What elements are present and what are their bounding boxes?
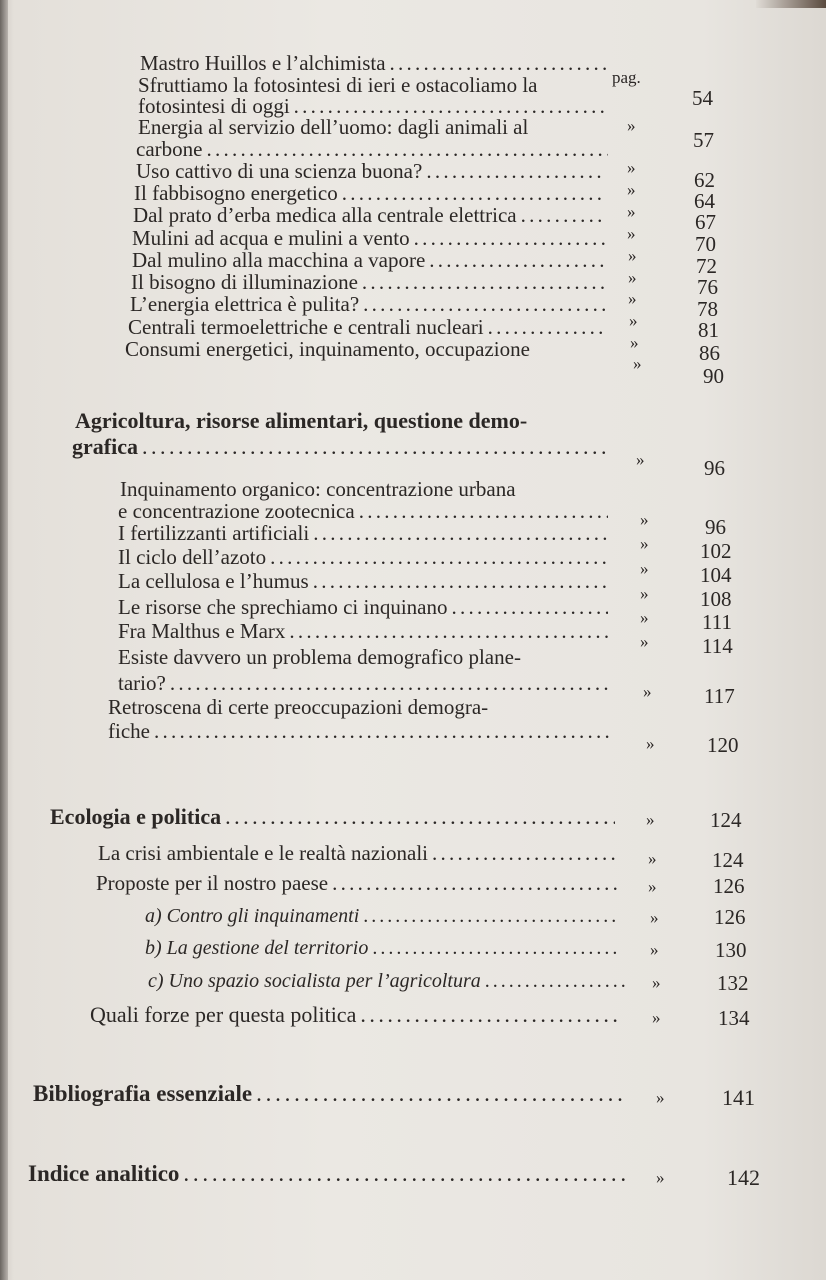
page-number: 124	[712, 848, 744, 872]
ditto-mark: »	[636, 450, 645, 469]
entry-title: Sfruttiamo la fotosintesi di ieri e ostacoliamo la	[138, 73, 538, 97]
entry-title: Il ciclo dell’azoto	[118, 545, 267, 569]
dot-leader	[183, 1163, 626, 1185]
dot-leader	[270, 546, 608, 568]
toc-entry	[132, 249, 606, 271]
page-number: 64	[694, 189, 715, 213]
page-number: 96	[704, 456, 725, 480]
dot-leader	[313, 522, 608, 544]
entry-title: Esiste davvero un problema demografico plane-	[118, 645, 521, 669]
page-number: 76	[697, 275, 718, 299]
entry-title: Inquinamento organico: concentrazione urbana	[120, 477, 516, 501]
entry-title: c) Uno spazio socialista per l’agricoltura	[148, 970, 481, 992]
entry-title: Il bisogno di illuminazione	[131, 270, 358, 294]
entry-title: Le risorse che sprechiamo ci inquinano	[118, 595, 448, 619]
toc-subentry	[148, 970, 628, 992]
dot-leader	[362, 271, 606, 293]
page-number: 114	[702, 634, 733, 658]
dot-leader	[451, 596, 608, 618]
ditto-mark: »	[627, 116, 636, 135]
ditto-mark: »	[646, 734, 655, 753]
entry-title: Fra Malthus e Marx	[118, 619, 286, 643]
dot-leader	[332, 872, 618, 894]
page-corner	[756, 0, 826, 8]
page-number: 90	[703, 364, 724, 388]
dot-leader	[488, 316, 606, 338]
toc-entry	[98, 842, 618, 864]
page-number: 54	[692, 86, 713, 110]
page-number: 70	[695, 232, 716, 256]
ditto-mark: »	[656, 1168, 665, 1187]
page-number: 62	[694, 168, 715, 192]
page-number: 104	[700, 563, 732, 587]
toc-entry	[130, 293, 606, 315]
ditto-mark: »	[628, 289, 637, 308]
dot-leader	[342, 182, 606, 204]
ditto-mark: »	[650, 940, 659, 959]
dot-leader	[170, 672, 610, 694]
ditto-mark: »	[646, 810, 655, 829]
section-heading	[50, 806, 615, 828]
dot-leader	[256, 1083, 623, 1105]
toc-entry	[125, 338, 530, 360]
ditto-mark: »	[640, 584, 649, 603]
entry-title: La cellulosa e l’humus	[118, 569, 309, 593]
dot-leader	[142, 436, 607, 458]
toc-entry	[118, 546, 608, 568]
toc-entry-cont	[136, 138, 608, 160]
entry-title: La crisi ambientale e le realtà nazionali	[98, 841, 428, 865]
bibliography-entry	[33, 1083, 623, 1105]
ditto-mark: »	[628, 246, 637, 265]
page-edge	[0, 0, 8, 1280]
ditto-mark: »	[648, 849, 657, 868]
entry-title: fiche	[108, 719, 150, 743]
page-number: 86	[699, 341, 720, 365]
page-number: 142	[727, 1165, 760, 1190]
toc-entry	[136, 160, 606, 182]
entry-title: I fertilizzanti artificiali	[118, 521, 310, 545]
ditto-mark: »	[640, 534, 649, 553]
entry-title: fotosintesi di oggi	[138, 94, 290, 118]
toc-entry	[118, 620, 608, 642]
ditto-mark: »	[643, 682, 652, 701]
page-number: 108	[700, 587, 732, 611]
ditto-mark: »	[627, 180, 636, 199]
page-number: 111	[702, 610, 732, 634]
ditto-mark: »	[633, 354, 642, 373]
page-number: 134	[718, 1006, 750, 1030]
section-title: Bibliografia essenziale	[33, 1081, 253, 1106]
toc-entry-cont	[138, 95, 608, 117]
ditto-mark: »	[640, 510, 649, 529]
dot-leader	[289, 620, 608, 642]
page-number: 96	[705, 515, 726, 539]
section-title: Agricoltura, risorse alimentari, questione demo-	[75, 408, 528, 433]
entry-title: tario?	[118, 671, 166, 695]
section-title: Indice analitico	[28, 1161, 180, 1186]
toc-entry	[118, 596, 608, 618]
dot-leader	[225, 806, 615, 828]
page-number: 57	[693, 128, 714, 152]
ditto-mark: »	[629, 311, 638, 330]
dot-leader	[154, 720, 613, 742]
dot-leader	[359, 500, 608, 522]
toc-entry	[118, 522, 608, 544]
section-heading-cont	[72, 436, 607, 458]
page-number: 130	[715, 938, 747, 962]
section-title: grafica	[72, 434, 138, 459]
entry-title: Centrali termoelettriche e centrali nucleari	[128, 315, 484, 339]
dot-leader	[294, 95, 608, 117]
entry-title: Dal prato d’erba medica alla centrale elettrica	[133, 203, 517, 227]
dot-leader	[414, 227, 606, 249]
page-number: 102	[700, 539, 732, 563]
entry-title: L’energia elettrica è pulita?	[130, 292, 360, 316]
entry-title: Mastro Huillos e l’alchimista	[140, 51, 386, 75]
page-number: 141	[722, 1085, 755, 1110]
ditto-mark: »	[656, 1088, 665, 1107]
ditto-mark: »	[628, 268, 637, 287]
toc-entry	[90, 1004, 620, 1026]
ditto-mark: »	[650, 908, 659, 927]
dot-leader	[206, 138, 608, 160]
entry-title: b) La gestione del territorio	[145, 937, 369, 959]
page-number: 126	[714, 905, 746, 929]
page-number: 67	[695, 210, 716, 234]
toc-entry	[138, 74, 538, 96]
index-entry	[28, 1163, 626, 1185]
dot-leader	[372, 937, 620, 959]
entry-title: carbone	[136, 137, 203, 161]
dot-leader	[485, 970, 628, 992]
ditto-mark: »	[640, 608, 649, 627]
toc-entry	[134, 182, 606, 204]
entry-title: e concentrazione zootecnica	[118, 499, 355, 523]
page-label: pag.	[612, 68, 641, 87]
ditto-mark: »	[640, 632, 649, 651]
toc-entry	[108, 696, 488, 718]
page-number: 120	[707, 733, 739, 757]
toc-entry	[138, 116, 528, 138]
page-number: 81	[698, 318, 719, 342]
dot-leader	[363, 905, 620, 927]
dot-leader	[363, 293, 606, 315]
entry-title: Retroscena di certe preoccupazioni demogra-	[108, 695, 489, 719]
toc-entry-cont	[118, 500, 608, 522]
toc-entry	[96, 872, 618, 894]
entry-title: Quali forze per questa politica	[90, 1002, 357, 1027]
toc-entry	[140, 52, 608, 74]
page-number: 72	[696, 254, 717, 278]
entry-title: Energia al servizio dell’uomo: dagli animali al	[138, 115, 529, 139]
toc-entry-cont	[108, 720, 613, 742]
dot-leader	[432, 842, 618, 864]
dot-leader	[390, 52, 608, 74]
toc-entry	[120, 478, 516, 500]
ditto-mark: »	[627, 202, 636, 221]
dot-leader	[360, 1004, 620, 1026]
ditto-mark: »	[630, 333, 639, 352]
ditto-mark: »	[640, 559, 649, 578]
ditto-mark: »	[627, 224, 636, 243]
page-number: 78	[697, 297, 718, 321]
entry-title: Il fabbisogno energetico	[134, 181, 338, 205]
ditto-mark: »	[652, 1008, 661, 1027]
entry-title: Mulini ad acqua e mulini a vento	[132, 226, 410, 250]
toc-subentry	[145, 937, 620, 959]
toc-entry	[128, 316, 606, 338]
toc-entry-cont	[118, 672, 610, 694]
page-number: 124	[710, 808, 742, 832]
ditto-mark: »	[648, 877, 657, 896]
toc-subentry	[145, 905, 620, 927]
toc-entry	[118, 646, 521, 668]
entry-title: Proposte per il nostro paese	[96, 871, 329, 895]
page-number: 117	[704, 684, 735, 708]
toc-entry	[118, 570, 608, 592]
entry-title: Uso cattivo di una scienza buona?	[136, 159, 423, 183]
entry-title: Dal mulino alla macchina a vapore	[132, 248, 426, 272]
entry-title: a) Contro gli inquinamenti	[145, 905, 360, 927]
ditto-mark: »	[652, 973, 661, 992]
entry-title: Consumi energetici, inquinamento, occupazione	[125, 337, 530, 361]
toc-entry	[132, 227, 606, 249]
toc-entry	[131, 271, 606, 293]
ditto-mark: »	[627, 158, 636, 177]
toc-entry	[133, 204, 606, 226]
dot-leader	[313, 570, 608, 592]
dot-leader	[426, 160, 606, 182]
page-number: 126	[713, 874, 745, 898]
dot-leader	[521, 204, 606, 226]
page-number: 132	[717, 971, 749, 995]
section-heading	[75, 410, 527, 432]
section-title: Ecologia e politica	[50, 804, 222, 829]
dot-leader	[429, 249, 606, 271]
